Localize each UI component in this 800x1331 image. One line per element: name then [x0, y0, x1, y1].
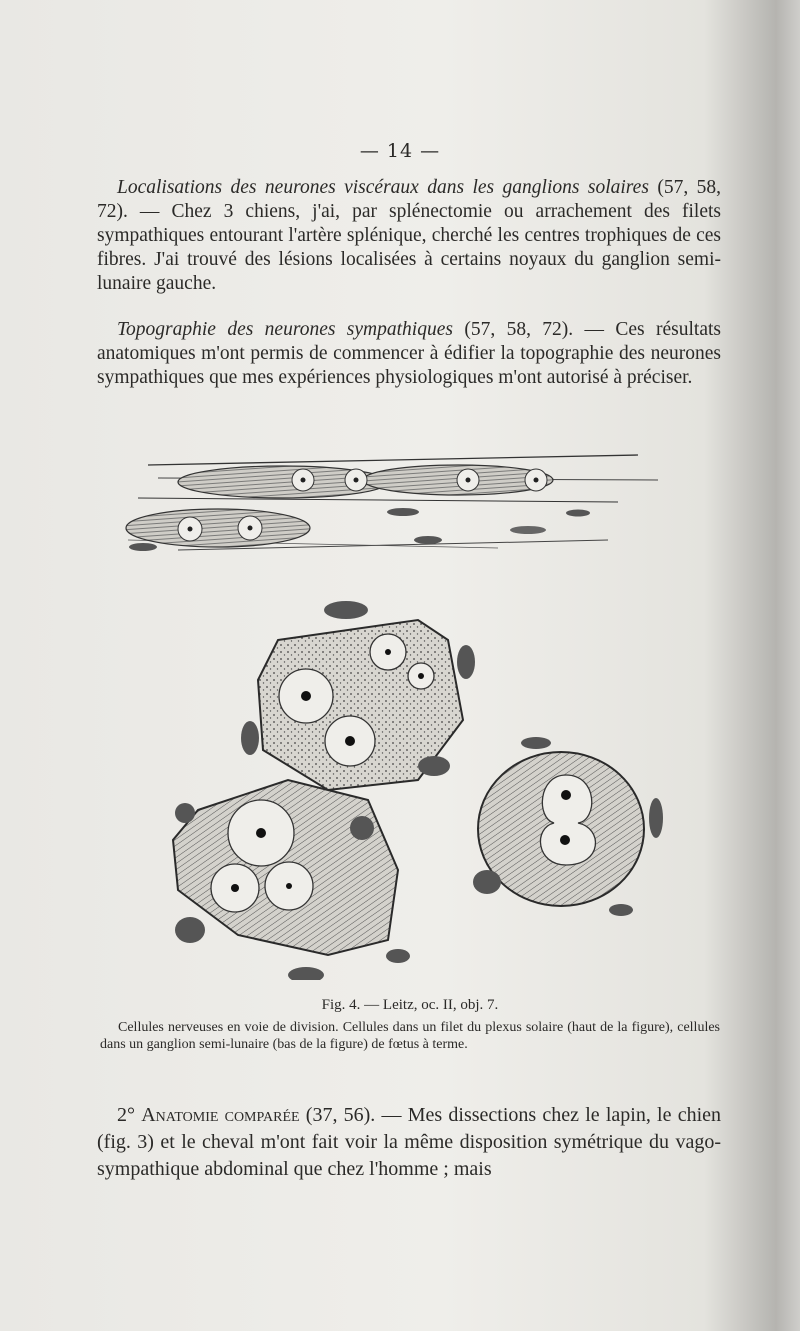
section-heading: Anatomie comparée	[141, 1104, 300, 1126]
figure-caption: Cellules nerveuses en voie de division. Cellules dans un filet du plexus solaire (haut de la figure), cellules dans un ganglion semi-lunaire (bas de la figure) de fœtus à terme.	[100, 1020, 720, 1052]
figure-label: Fig. 4. — Leitz, oc. II, obj. 7.	[321, 997, 499, 1013]
plexus-fibre-strand	[126, 455, 658, 551]
page-number: — 14 —	[359, 140, 441, 162]
ganglion-cell-right	[473, 737, 663, 916]
paragraph-body: (57, 58, 72). — Ces résultats anatomiques m'ont permis de commencer à édifier la topographie des neurones sympathiques que mes expériences physiologiques m'ont autorisé à préciser.	[97, 319, 721, 388]
nerve-cells-illustration	[118, 440, 678, 980]
paragraph-topographie	[97, 318, 721, 390]
paragraph-heading: Topographie des neurones sympathiques	[117, 319, 453, 340]
section-number: 2°	[117, 1104, 135, 1126]
paragraph-localisations	[97, 176, 721, 296]
paragraph-body: (37, 56). — Mes dissections chez le lapin, le chien (fig. 3) et le cheval m'ont fait voir la même disposition symétrique du vago-sympathique abdominal que chez l'homme ; mais	[97, 1104, 722, 1180]
paragraph-heading: Localisations des neurones viscéraux dans les ganglions solaires	[117, 177, 649, 198]
paragraph-body: (57, 58, 72). — Chez 3 chiens, j'ai, par splénectomie ou arrachement des filets sympathiques entourant l'artère splénique, cherché les centres trophiques de ces fibres. J'ai trouvé des lésions localisées à certains noyaux du ganglion semi-lunaire gauche.	[97, 177, 722, 294]
ganglion-cell-lower-left	[173, 780, 410, 980]
ganglion-cell-upper	[241, 601, 475, 790]
paragraph-anatomie-comparee	[97, 1102, 721, 1183]
